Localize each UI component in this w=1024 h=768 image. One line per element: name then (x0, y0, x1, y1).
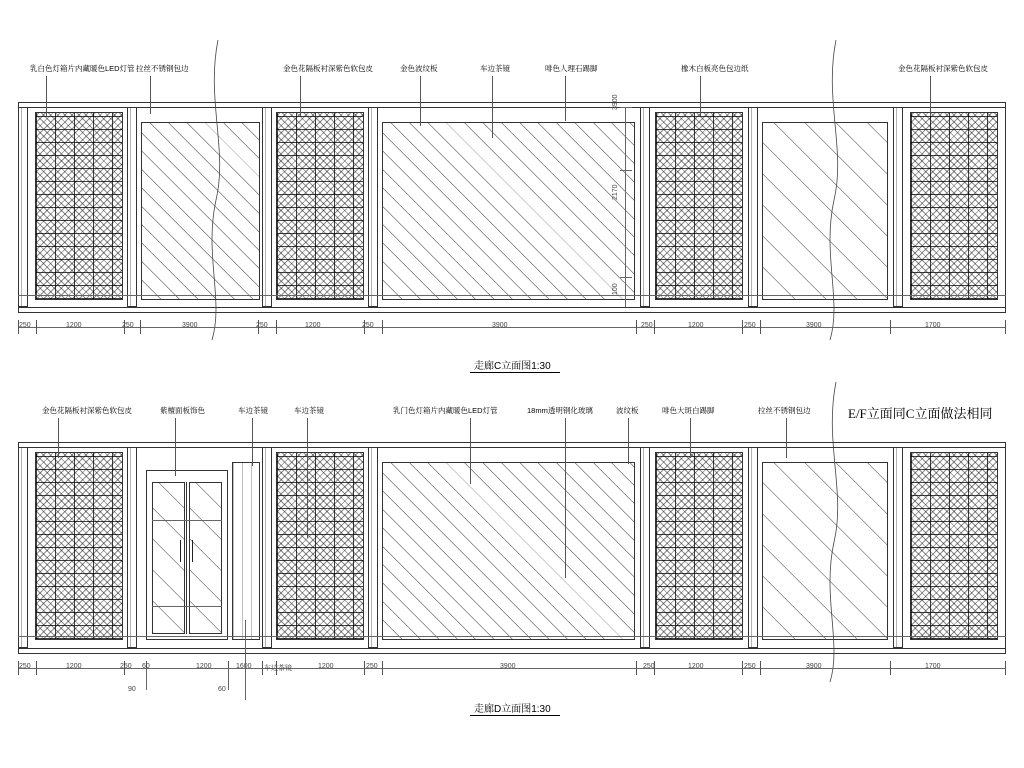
d-subdim-ext-2 (228, 668, 229, 690)
d-subdim-90: 90 (128, 686, 136, 693)
c-dim-2: 250 (122, 322, 134, 329)
d-top-line-2 (18, 447, 1006, 448)
c-callout-3: 金色波纹板 (400, 64, 438, 73)
elevation-c-title: 走廊C立面图1:30 (474, 361, 551, 372)
c-pilaster-2 (127, 107, 137, 307)
d-base-line-2 (18, 653, 1006, 654)
d-callout-6: 波纹板 (616, 406, 639, 415)
elevation-d-title-underline (470, 715, 560, 716)
c-base-line-2 (18, 312, 1006, 313)
d-callout-4: 乳门色灯箱片内藏暖色LED灯管 (393, 406, 498, 415)
c-pilaster-7 (893, 107, 903, 307)
c-callout-5: 啡色人理石踢脚 (545, 64, 598, 73)
c-callout-7: 金色花隔板衬深紫色软包皮 (898, 64, 988, 73)
c-dim-0: 250 (19, 322, 31, 329)
c-dim-5: 1200 (305, 322, 321, 329)
d-callout-8: 拉丝不锈钢包边 (758, 406, 811, 415)
d-dim-11: 1200 (688, 663, 704, 670)
d-base-line (18, 648, 1006, 649)
c-dim-4: 250 (256, 322, 268, 329)
d-section-marker (245, 620, 246, 700)
d-dim-9: 3900 (500, 663, 516, 670)
c-pilaster-3 (262, 107, 272, 307)
c-lattice-panel-4 (910, 112, 998, 300)
d-lattice-panel-1 (35, 452, 123, 640)
c-dim-12: 1700 (925, 322, 941, 329)
d-callout-7: 啡色大斑白踢脚 (662, 406, 715, 415)
c-vdim-2170: 2170 (612, 184, 619, 200)
d-door-rail-top (152, 520, 222, 521)
d-dim-0: 250 (19, 663, 31, 670)
d-pilaster-4 (368, 447, 378, 648)
c-skirting-line (18, 295, 1006, 296)
right-note: E/F立面同C立面做法相同 (848, 406, 993, 421)
d-subdim-60: 60 (218, 686, 226, 693)
c-pilaster-6 (748, 107, 758, 307)
c-callout-1: 拉丝不锈钢包边 (136, 64, 189, 73)
d-pilaster-6 (748, 447, 758, 648)
c-break-curve-right (812, 40, 852, 340)
d-break-curve-right (812, 382, 852, 682)
d-skirting-line (18, 636, 1006, 637)
c-vdim-3900: 3900 (612, 94, 619, 110)
d-dim-2: 250 (120, 663, 132, 670)
d-pilaster-5 (640, 447, 650, 648)
elevation-d-title: 走廊D立面图1:30 (474, 704, 551, 715)
c-dim-3: 3900 (182, 322, 198, 329)
c-lattice-panel-2 (276, 112, 364, 300)
d-callout-0: 金色花隔板衬深紫色软包皮 (42, 406, 132, 415)
c-dim-1: 1200 (66, 322, 82, 329)
d-door-handle-right (192, 540, 193, 562)
c-lattice-panel-1 (35, 112, 123, 300)
d-dim-12: 250 (744, 663, 756, 670)
d-subdim-ext-1 (146, 668, 147, 690)
d-door-center-mullion (186, 482, 187, 634)
c-top-line (18, 102, 1006, 103)
d-dim-3: 60 (142, 663, 150, 670)
c-dim-6: 250 (362, 322, 374, 329)
c-dim-line (18, 327, 1006, 328)
d-dim-13: 3900 (806, 663, 822, 670)
c-pilaster-4 (368, 107, 378, 307)
c-vdim-tick-2 (620, 170, 632, 171)
d-pilaster-2 (127, 447, 137, 648)
c-dim-11: 3900 (806, 322, 822, 329)
d-pilaster-3 (262, 447, 272, 648)
d-dim-4: 1200 (196, 663, 212, 670)
c-callout-6: 橡木白板亮色包边纸 (681, 64, 749, 73)
c-vdim-tick-3 (620, 277, 632, 278)
d-dim-10: 250 (643, 663, 655, 670)
c-dim-9: 1200 (688, 322, 704, 329)
c-callout-4: 车边茶镜 (480, 64, 510, 73)
c-dim-10: 250 (744, 322, 756, 329)
c-wave-board-panel (382, 122, 635, 300)
c-base-line (18, 307, 1006, 308)
c-vdim-100: 100 (612, 283, 619, 295)
d-lattice-panel-3 (655, 452, 743, 640)
elevation-c-title-underline (470, 372, 560, 373)
d-dim-14: 1700 (925, 663, 941, 670)
d-mirror-strip (232, 462, 260, 640)
c-callout-0: 乳白色灯箱片内藏暖色LED灯管 (30, 64, 135, 73)
c-lattice-panel-3 (655, 112, 743, 300)
c-dim-7: 3900 (492, 322, 508, 329)
d-pilaster-7 (893, 447, 903, 648)
c-top-line-2 (18, 107, 1006, 108)
d-dim-5: 1600 (236, 663, 252, 670)
d-dim-1: 1200 (66, 663, 82, 670)
d-callout-5: 18mm透明钢化玻璃 (527, 406, 593, 415)
d-callout-2: 车边茶镜 (238, 406, 268, 415)
c-pilaster-5 (640, 107, 650, 307)
d-door-leaf-right (189, 482, 222, 634)
d-lattice-panel-4 (910, 452, 998, 640)
c-break-curve-left (196, 40, 236, 340)
d-dim-7: 1200 (318, 663, 334, 670)
c-right-edge (1005, 102, 1006, 312)
d-glass-wall-panel (382, 462, 635, 640)
d-dim-6: 车边茶镜 (264, 665, 292, 672)
d-pilaster-1 (18, 447, 28, 648)
d-door-rail-bottom (152, 606, 222, 607)
c-pilaster-1 (18, 107, 28, 307)
c-vdim-tick-4 (620, 295, 632, 296)
d-lattice-panel-2 (276, 452, 364, 640)
d-right-edge (1005, 442, 1006, 653)
d-door-handle-left (180, 540, 181, 562)
c-dim-8: 250 (641, 322, 653, 329)
d-top-line (18, 442, 1006, 443)
d-callout-1: 紫檀面板饰色 (160, 406, 205, 415)
d-dim-8: 250 (366, 663, 378, 670)
c-callout-2: 金色花隔板衬深紫色软包皮 (283, 64, 373, 73)
c-vdim-tick-1 (620, 107, 632, 108)
d-callout-3: 车边茶镜 (294, 406, 324, 415)
